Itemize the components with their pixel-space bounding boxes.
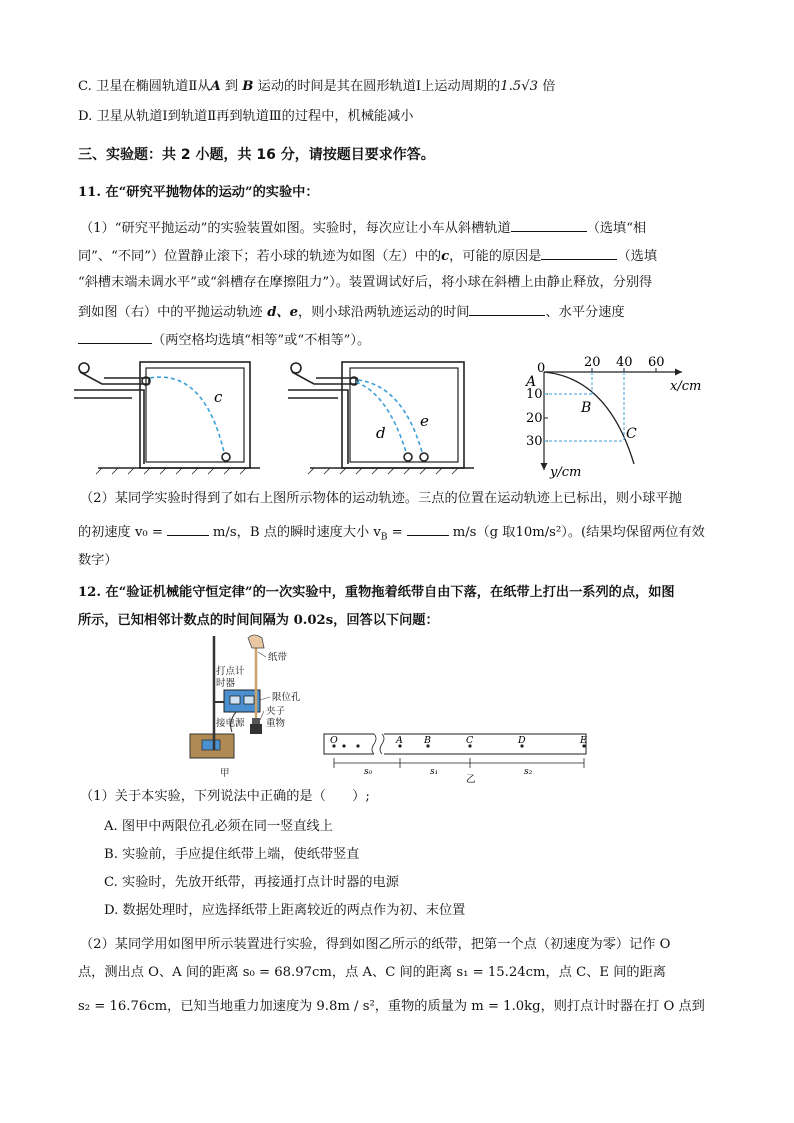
q11-p1-line3: “斜槽末端未调水平”或“斜槽存在摩擦阻力”）。装置调试好后，将小球在斜槽上由静止释放，分别得 (78, 275, 653, 290)
ramp-mid (292, 372, 356, 384)
label-weight: 重物 (266, 718, 286, 729)
ramp-left (80, 372, 149, 384)
ball-start-mid (291, 363, 301, 373)
q11-p1-line2-text: 同”、“不同”）位置静止滚下；若小球的轨迹为如图（左）中的 (78, 249, 442, 264)
label-power: 接电源 (216, 718, 245, 729)
ball-land-d (404, 453, 412, 461)
figure-jia (186, 630, 326, 780)
q11-p1-line5 (78, 330, 370, 350)
q11-p2-line2-end: m/s（g 取10m/s²）。(结果均保留两位有效 (452, 525, 705, 540)
ball-land-left (222, 453, 230, 461)
q11-p1-line2-end: （选填 (617, 249, 658, 264)
q11-p1-line1 (80, 218, 646, 238)
graph-point-c: C (626, 426, 637, 442)
apparatus-left-figure (74, 354, 262, 476)
y-tick-20: 20 (526, 411, 543, 426)
figure-yi-tape (318, 728, 598, 784)
answer-blank-vb[interactable] (407, 522, 449, 536)
answer-blank-4[interactable] (78, 330, 152, 344)
label-timer-1: 打点计 (216, 666, 245, 677)
table-mid (288, 390, 348, 464)
segment-s0: s₀ (364, 767, 373, 777)
answer-blank-2[interactable] (541, 246, 617, 260)
weight-block (250, 724, 262, 734)
q10-option-c (78, 78, 555, 96)
q11-p2-line2 (78, 522, 705, 547)
tape-point-e: E (580, 735, 587, 746)
q12-p2-line1: （2）某同学用如图甲所示装置进行实验，得到如图乙所示的纸带，把第一个点（初速度为零）记作 O (80, 937, 671, 952)
apparatus-mid-figure (288, 354, 476, 476)
q12-option-c[interactable]: C. 实验时，先放开纸带，再接通打点计时器的电源 (104, 875, 399, 890)
ball-start-left (79, 363, 89, 373)
q11-p1-line4-mid: ，则小球沿两轨迹运动的时间 (298, 305, 470, 320)
label-tape: 纸带 (268, 652, 288, 663)
label-timer-2: 时器 (216, 678, 236, 689)
x-tick-40: 40 (616, 355, 633, 370)
label-d: d (376, 424, 386, 442)
segment-s1: s₁ (430, 767, 439, 777)
board-frame-mid (342, 362, 464, 468)
y-axis-label: y/cm (550, 465, 582, 480)
q12-option-d[interactable]: D. 数据处理时，应选择纸带上距离较近的两点作为初、末位置 (104, 903, 466, 918)
clip (252, 718, 260, 724)
origin-label: 0 (537, 361, 546, 376)
trajectory-de-ref: d、e (262, 305, 299, 320)
q11-title: 11. 在“研究平抛物体的运动”的实验中： (78, 185, 319, 200)
q11-p2-vb-eq: = (387, 525, 403, 540)
tape-point-a: A (396, 735, 403, 746)
q11-p2-line3: 数字） (78, 553, 118, 568)
y-tick-30: 30 (526, 434, 543, 449)
q12-option-b[interactable]: B. 实验前，手应提住纸带上端，使纸带竖直 (104, 847, 360, 862)
q12-p1: （1）关于本实验，下列说法中正确的是（ ）; (80, 789, 370, 804)
ball-land-e (420, 453, 428, 461)
y-tick-10: 10 (526, 387, 543, 402)
q11-p1-line2 (78, 246, 657, 266)
hand-icon (248, 635, 264, 648)
graph-point-a: A (526, 374, 537, 390)
base-clamp (202, 740, 220, 750)
tape-point-b: B (424, 735, 431, 746)
q12-line1: 12. 在“验证机械能守恒定律”的一次实验中，重物拖着纸带自由下落，在纸带上打出一系列的点，如图 (78, 585, 675, 600)
label-e: e (420, 412, 429, 430)
section-3-heading: 三、实验题：共 2 小题，共 16 分，请按题目要求作答。 (78, 147, 435, 163)
table-left (74, 390, 144, 464)
answer-blank-1[interactable] (511, 218, 587, 232)
q11-p1-line4-text: 到如图（右）中的平抛运动轨迹 (78, 305, 263, 320)
q12-line2: 所示，已知相邻计数点的时间间隔为 0.02s，回答以下问题： (78, 613, 439, 628)
timer-box (224, 690, 260, 712)
q11-p1-line1-text: （1）“研究平抛运动”的实验装置如图。实验时，每次应让小车从斜槽轨道 (80, 221, 511, 236)
q11-p1-line2-mid: ，可能的原因是 (449, 249, 542, 264)
q11-p2-vb-sub: B (380, 532, 388, 543)
q11-p1-line5-text: （两空格均选填“相等”或“不相等”）。 (152, 333, 371, 348)
x-axis-label: x/cm (670, 379, 702, 394)
tape-strip (324, 734, 586, 754)
tape-point-d: D (518, 735, 526, 746)
q11-p1-line4-mid2: 、水平分速度 (545, 305, 625, 320)
q10-option-c-end: 倍 (538, 79, 556, 94)
board-frame-left (140, 362, 250, 468)
q11-p1-line4 (78, 302, 625, 322)
label-limit-hole: 限位孔 (272, 692, 301, 703)
q12-option-a[interactable]: A. 图甲中两限位孔必须在同一竖直线上 (104, 819, 333, 834)
tape-point-o: O (330, 735, 338, 746)
answer-blank-v0[interactable] (167, 522, 209, 536)
answer-blank-3[interactable] (469, 302, 545, 316)
graph-point-b: B (581, 400, 592, 416)
label-c: c (214, 388, 223, 406)
x-tick-20: 20 (584, 355, 601, 370)
trajectory-e (358, 380, 422, 452)
q12-p2-line3: s₂ = 16.76cm，已知当地重力加速度为 9.8m / s²，重物的质量为 m = 1.0kg，则打点计时器在打 O 点到 (78, 999, 705, 1014)
q10-option-d: D. 卫星从轨道Ⅰ到轨道Ⅱ再到轨道Ⅲ的过程中，机械能减小 (78, 109, 414, 124)
tape-point-c: C (466, 735, 474, 746)
q11-p1-line1-end: （选填“相 (586, 221, 647, 236)
point-a-label: A (210, 79, 221, 94)
x-tick-60: 60 (648, 355, 665, 370)
label-yi: 乙 (466, 774, 476, 784)
board-inner-left (146, 368, 244, 462)
q12-p2-line2: 点，测出点 O、A 间的距离 s₀ = 68.97cm，点 A、C 间的距离 s₁ = 15.24cm，点 C、E 间的距离 (78, 965, 666, 980)
q10-option-c-text: C. 卫星在椭圆轨道Ⅱ从 (78, 79, 211, 94)
q11-p2-vb-label: m/s，B 点的瞬时速度大小 v (212, 525, 381, 540)
segment-s2: s₂ (524, 767, 533, 777)
point-b-label: B (242, 79, 254, 94)
label-clip: 夹子 (266, 706, 286, 717)
q11-p2-v0-label: 的初速度 v₀ = (78, 525, 163, 540)
label-jia: 甲 (220, 768, 230, 779)
q10-option-c-value: 1.5√3 (500, 79, 538, 94)
trajectory-graph (520, 352, 710, 480)
q10-option-c-rest: 运动的时间是其在圆形轨道Ⅰ上运动周期的 (253, 79, 501, 94)
trajectory-c (150, 377, 224, 452)
q10-option-c-to: 到 (220, 79, 243, 94)
trajectory-curve (544, 372, 634, 464)
trajectory-c-ref: c (441, 249, 450, 264)
q11-p2-line1: （2）某同学实验时得到了如右上图所示物体的运动轨迹。三点的位置在运动轨迹上已标出，则小球平抛 (80, 491, 682, 506)
